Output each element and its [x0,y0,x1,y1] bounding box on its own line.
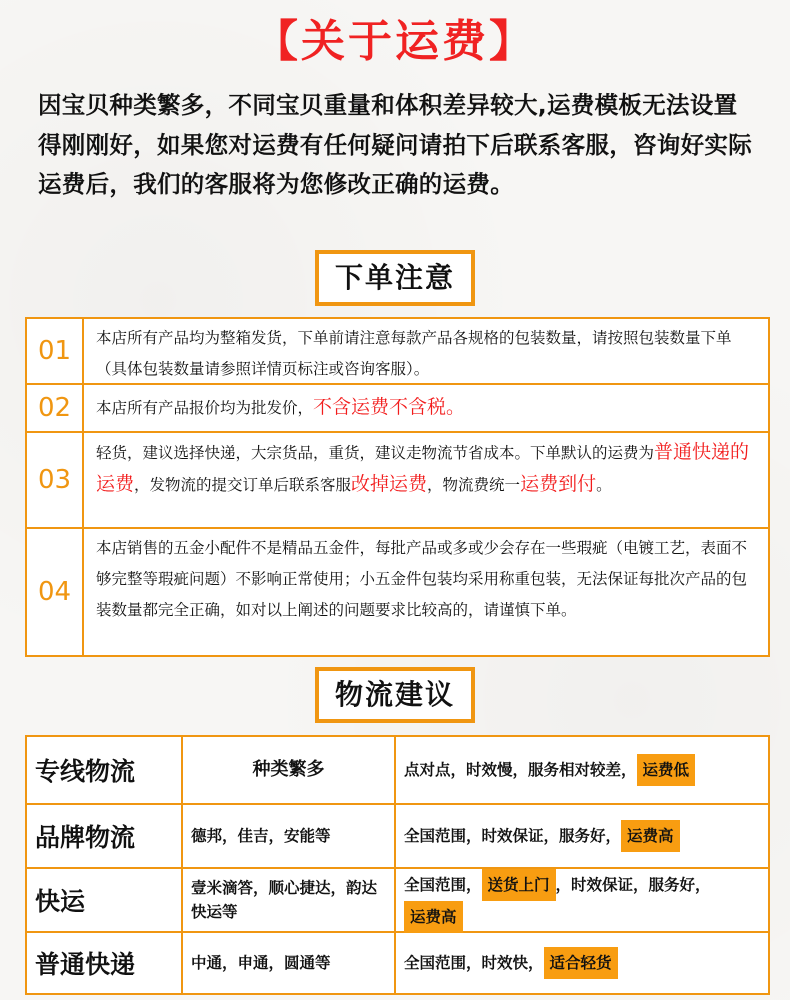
logistics-heading: 物流建议 [315,667,475,723]
logistics-row [27,931,768,993]
logistics-desc-text: 全国范围，时效快， [404,954,544,972]
note-highlight: 运费到付 [520,473,597,495]
logistics-row [27,867,768,931]
logistics-type: 普通快递 [27,933,183,993]
logistics-brands: 中通，申通，圆通等 [183,933,396,993]
note-highlight: 不含运费不含税。 [313,396,466,418]
logistics-row [27,803,768,867]
note-text [84,433,768,527]
note-highlight: 改掉运费 [351,473,428,495]
logistics-desc-text: ， [695,876,711,894]
logistics-desc-text: ，时效保证，服务好 [555,876,696,894]
logistics-desc [396,805,768,867]
note-text [84,529,768,655]
note-text [84,385,768,431]
logistics-brands: 种类繁多 [183,737,396,803]
logistics-desc [396,869,768,931]
logistics-desc [396,933,768,993]
logistics-tag: 适合轻货 [544,947,618,979]
note-number: 01 [27,319,84,383]
note-row [27,319,768,383]
note-row [27,527,768,655]
logistics-tag: 运费高 [621,820,680,852]
note-text-part: 。 [596,476,612,494]
logistics-type: 专线物流 [27,737,183,803]
logistics-tag: 运费高 [404,901,463,933]
note-text-part: 本店所有产品均为整箱发货，下单前请注意每款产品各规格的包装数量，请按照包装数量下单（具体包装数量请参照详情页标注或咨询客服）。 [96,329,732,378]
logistics-tag: 运费低 [637,754,696,786]
logistics-table [25,735,770,995]
note-text-part: 轻货，建议选择快递，大宗货品，重货，建议走物流节省成本。下单默认的运费为 [96,444,655,462]
note-row [27,431,768,527]
page-title: 【关于运费】 [254,16,536,67]
note-text-part: 本店销售的五金小配件不是精品五金件，每批产品或多或少会存在一些瑕疵（电镀工艺，表面不够完整等瑕疵问题）不影响正常使用；小五金件包装均采用称重包装，无法保证每批次产品的包装数量都完全正确，如对以上阐述的问题要求比较高的，请谨慎下单。 [96,539,748,619]
note-number: 03 [27,433,84,527]
notes-table [25,317,770,657]
intro-paragraph: 因宝贝种类繁多，不同宝贝重量和体积差异较大,运费模板无法设置得刚刚好，如果您对运费有任何疑问请拍下后联系客服，咨询好实际运费后，我们的客服将为您修改正确的运费。 [38,91,752,198]
logistics-type: 快运 [27,869,183,931]
note-number: 04 [27,529,84,655]
logistics-row [27,737,768,803]
logistics-desc-text: 全国范围，时效保证，服务好， [404,827,622,845]
note-text-part: ，物流费统一 [427,476,521,494]
note-number: 02 [27,385,84,431]
logistics-tag: 送货上门 [482,869,556,901]
logistics-desc [396,737,768,803]
note-row [27,383,768,431]
notes-heading: 下单注意 [315,250,475,306]
note-highlight: 普通快递的运费 [96,441,750,495]
note-text-part: 本店所有产品报价均为批发价， [96,399,314,417]
note-text [84,319,768,383]
logistics-type: 品牌物流 [27,805,183,867]
logistics-desc-text: 点对点，时效慢，服务相对较差， [404,761,637,779]
note-text-part: ，发物流的提交订单后联系客服 [134,476,352,494]
logistics-brands: 德邦，佳吉，安能等 [183,805,396,867]
logistics-desc-text: 全国范围， [404,876,482,894]
logistics-brands: 壹米滴答，顺心捷达，韵达快运等 [183,869,396,931]
